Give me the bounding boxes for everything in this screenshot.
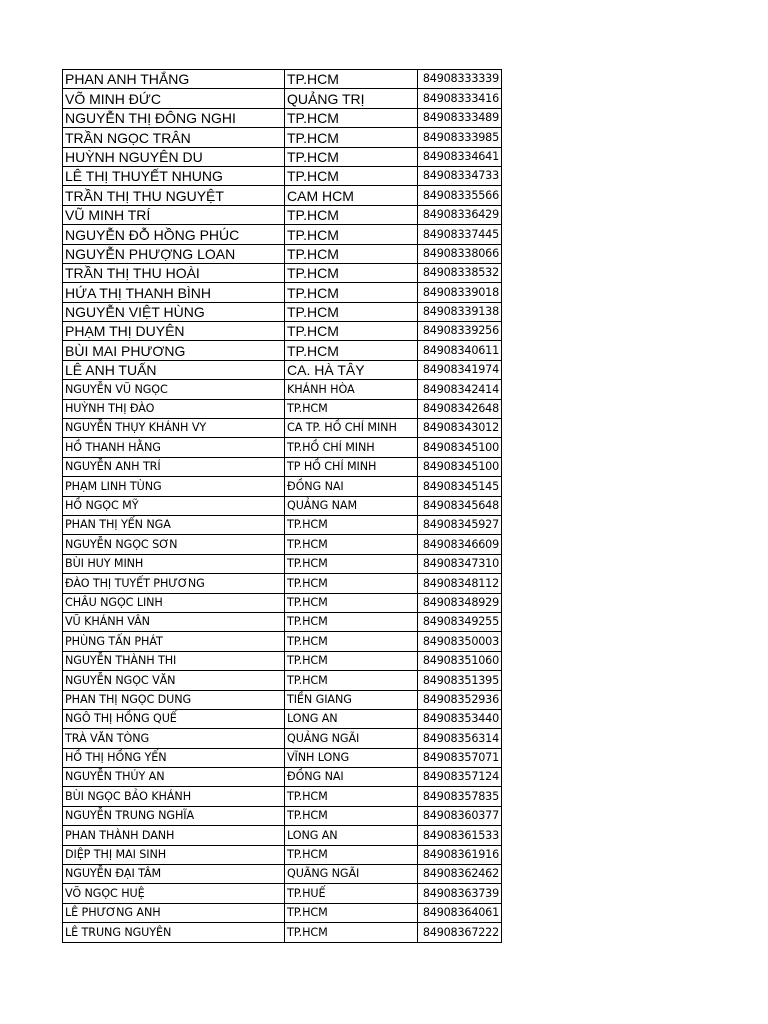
city-cell: TP.HCM [285,515,418,534]
name-cell: NGUYỄN PHƯỢNG LOAN [63,244,285,263]
city-cell: TP.HCM [285,341,418,360]
table-row [63,671,502,690]
city-cell: TP.HCM [285,593,418,612]
city-cell: TP.HCM [285,671,418,690]
phone-cell: 84908356314 [418,729,502,748]
city-cell: QUẢNG NAM [285,496,418,515]
table-row [63,826,502,845]
city-cell: QUẢNG NGÃI [285,729,418,748]
name-cell: VŨ KHÁNH VÂN [63,612,285,631]
phone-cell: 84908339138 [418,302,502,321]
name-cell: VÕ NGỌC HUỆ [63,884,285,903]
phone-cell: 84908338066 [418,244,502,263]
phone-cell: 84908333339 [418,70,502,89]
table-row [63,865,502,884]
name-cell: NGUYỄN ĐẠI TÂM [63,865,285,884]
table-row [63,884,502,903]
phone-cell: 84908339256 [418,322,502,341]
table-body [63,70,502,943]
table-row [63,108,502,127]
table-row [63,302,502,321]
name-cell: NGUYỄN ANH TRÍ [63,457,285,476]
phone-cell: 84908342648 [418,399,502,418]
table-row [63,845,502,864]
city-cell: TP.HCM [285,263,418,282]
table-row [63,89,502,108]
name-cell: HỨA THỊ THANH BÌNH [63,283,285,302]
city-cell: TP.HCM [285,535,418,554]
phone-cell: 84908334641 [418,147,502,166]
name-cell: NGUYỄN TRUNG NGHĨA [63,806,285,825]
table-row [63,535,502,554]
city-cell: KHÁNH HÒA [285,380,418,399]
phone-cell: 84908353440 [418,709,502,728]
phone-cell: 84908341974 [418,360,502,379]
name-cell: NGUYỄN VIỆT HÙNG [63,302,285,321]
table-row [63,612,502,631]
city-cell: TP.HCM [285,923,418,942]
table-row [63,923,502,942]
table-row [63,651,502,670]
city-cell: LONG AN [285,826,418,845]
table-row [63,690,502,709]
city-cell: TP.HCM [285,554,418,573]
phone-cell: 84908363739 [418,884,502,903]
phone-cell: 84908350003 [418,632,502,651]
city-cell: TP.HCM [285,302,418,321]
table-row [63,128,502,147]
phone-cell: 84908364061 [418,903,502,922]
phone-cell: 84908345100 [418,438,502,457]
city-cell: TP.HCM [285,147,418,166]
name-cell: NGÔ THỊ HỒNG QUẾ [63,709,285,728]
phone-cell: 84908345648 [418,496,502,515]
name-cell: NGUYỄN ĐỖ HỒNG PHÚC [63,225,285,244]
table-row [63,632,502,651]
name-cell: NGUYỄN NGỌC VĂN [63,671,285,690]
phone-cell: 84908337445 [418,225,502,244]
city-cell: TP.HCM [285,225,418,244]
name-cell: LÊ PHƯƠNG ANH [63,903,285,922]
city-cell: CA. HÀ TÂY [285,360,418,379]
table-row [63,903,502,922]
city-cell: TP.HCM [285,806,418,825]
city-cell: TP.HCM [285,632,418,651]
phone-cell: 84908335566 [418,186,502,205]
city-cell: TP.HCM [285,322,418,341]
phone-cell: 84908361916 [418,845,502,864]
table-row [63,593,502,612]
name-cell: PHAN THỊ YẾN NGA [63,515,285,534]
name-cell: NGUYỄN THỤY KHÁNH VY [63,419,285,438]
phone-cell: 84908340611 [418,341,502,360]
table-row [63,225,502,244]
city-cell: TP.HCM [285,399,418,418]
city-cell: TP.HCM [285,612,418,631]
phone-cell: 84908336429 [418,205,502,224]
city-cell: TP.HCM [285,128,418,147]
city-cell: TP.HCM [285,787,418,806]
table-row [63,748,502,767]
table-row [63,380,502,399]
phone-cell: 84908352936 [418,690,502,709]
table-row [63,283,502,302]
name-cell: TRẦN NGỌC TRÂN [63,128,285,147]
name-cell: LÊ TRUNG NGUYÊN [63,923,285,942]
table-row [63,186,502,205]
city-cell: TIỀN GIANG [285,690,418,709]
name-cell: ĐÀO THỊ TUYẾT PHƯƠNG [63,574,285,593]
table-row [63,147,502,166]
name-cell: BÙI HUY MINH [63,554,285,573]
table-row [63,399,502,418]
name-cell: PHẠM LINH TÙNG [63,477,285,496]
table-row [63,477,502,496]
city-cell: VĨNH LONG [285,748,418,767]
city-cell: QUÃNG NGÃI [285,865,418,884]
phone-cell: 84908333416 [418,89,502,108]
name-cell: BÙI NGỌC BẢO KHÁNH [63,787,285,806]
table-row [63,70,502,89]
phone-cell: 84908367222 [418,923,502,942]
table-row [63,515,502,534]
table-row [63,438,502,457]
phone-cell: 84908338532 [418,263,502,282]
phone-cell: 84908333985 [418,128,502,147]
phone-cell: 84908339018 [418,283,502,302]
table-row [63,360,502,379]
phone-cell: 84908348112 [418,574,502,593]
city-cell: ĐỒNG NAI [285,477,418,496]
city-cell: TP.HCM [285,205,418,224]
table-row [63,554,502,573]
name-cell: LÊ ANH TUẤN [63,360,285,379]
phone-cell: 84908357071 [418,748,502,767]
table-row [63,806,502,825]
name-cell: PHẠM THỊ DUYÊN [63,322,285,341]
phone-cell: 84908357835 [418,787,502,806]
name-cell: NGUYỄN THỊ ĐÔNG NGHI [63,108,285,127]
phone-cell: 84908334733 [418,166,502,185]
table-row [63,244,502,263]
city-cell: TP.HỒ CHÍ MINH [285,438,418,457]
table-row [63,457,502,476]
phone-cell: 84908348929 [418,593,502,612]
table-row [63,787,502,806]
name-cell: TRẦN THỊ THU HOÀI [63,263,285,282]
name-cell: TRÀ VĂN TÒNG [63,729,285,748]
phone-cell: 84908360377 [418,806,502,825]
phone-cell: 84908351395 [418,671,502,690]
city-cell: TP.HCM [285,70,418,89]
phone-cell: 84908362462 [418,865,502,884]
table-row [63,496,502,515]
name-cell: TRẦN THỊ THU NGUYỆT [63,186,285,205]
name-cell: VŨ MINH TRÍ [63,205,285,224]
name-cell: NGUYỄN VŨ NGỌC [63,380,285,399]
phone-cell: 84908351060 [418,651,502,670]
table-row [63,709,502,728]
table-row [63,341,502,360]
name-cell: BÙI MAI PHƯƠNG [63,341,285,360]
city-cell: CAM HCM [285,186,418,205]
city-cell: CA TP. HỒ CHÍ MINH [285,419,418,438]
name-cell: VÕ MINH ĐỨC [63,89,285,108]
city-cell: TP.HCM [285,108,418,127]
name-cell: HỒ THỊ HỒNG YẾN [63,748,285,767]
table-row [63,205,502,224]
phone-cell: 84908347310 [418,554,502,573]
table-row [63,419,502,438]
table-row [63,768,502,787]
city-cell: TP.HCM [285,244,418,263]
city-cell: TP.HCM [285,903,418,922]
city-cell: TP.HCM [285,574,418,593]
name-cell: NGUYỄN THÀNH THI [63,651,285,670]
phone-cell: 84908357124 [418,768,502,787]
city-cell: TP.HCM [285,166,418,185]
name-cell: HỒ NGỌC MỸ [63,496,285,515]
table-row [63,166,502,185]
table-row [63,263,502,282]
phone-cell: 84908345927 [418,515,502,534]
phone-cell: 84908333489 [418,108,502,127]
name-cell: CHÂU NGỌC LINH [63,593,285,612]
table-row [63,322,502,341]
name-cell: HUỲNH THỊ ĐÀO [63,399,285,418]
city-cell: LONG AN [285,709,418,728]
phone-cell: 84908345100 [418,457,502,476]
city-cell: TP HỒ CHÍ MINH [285,457,418,476]
phone-cell: 84908361533 [418,826,502,845]
table-row [63,729,502,748]
name-cell: NGUYỄN THÚY AN [63,768,285,787]
name-cell: HUỲNH NGUYÊN DU [63,147,285,166]
city-cell: QUẢNG TRỊ [285,89,418,108]
name-cell: HỒ THANH HẰNG [63,438,285,457]
phone-cell: 84908345145 [418,477,502,496]
city-cell: ĐỒNG NAI [285,768,418,787]
phone-cell: 84908343012 [418,419,502,438]
name-cell: NGUYỄN NGỌC SƠN [63,535,285,554]
city-cell: TP.HCM [285,651,418,670]
name-cell: PHAN THÀNH DANH [63,826,285,845]
phone-cell: 84908342414 [418,380,502,399]
name-cell: PHAN THỊ NGỌC DUNG [63,690,285,709]
phone-cell: 84908346609 [418,535,502,554]
name-cell: LÊ THỊ THUYẾT NHUNG [63,166,285,185]
name-cell: DIỆP THỊ MAI SINH [63,845,285,864]
city-cell: TP.HUẾ [285,884,418,903]
name-cell: PHÙNG TẤN PHÁT [63,632,285,651]
city-cell: TP.HCM [285,845,418,864]
phone-cell: 84908349255 [418,612,502,631]
name-cell: PHAN ANH THẮNG [63,70,285,89]
contact-table [62,69,502,943]
table-row [63,574,502,593]
city-cell: TP.HCM [285,283,418,302]
